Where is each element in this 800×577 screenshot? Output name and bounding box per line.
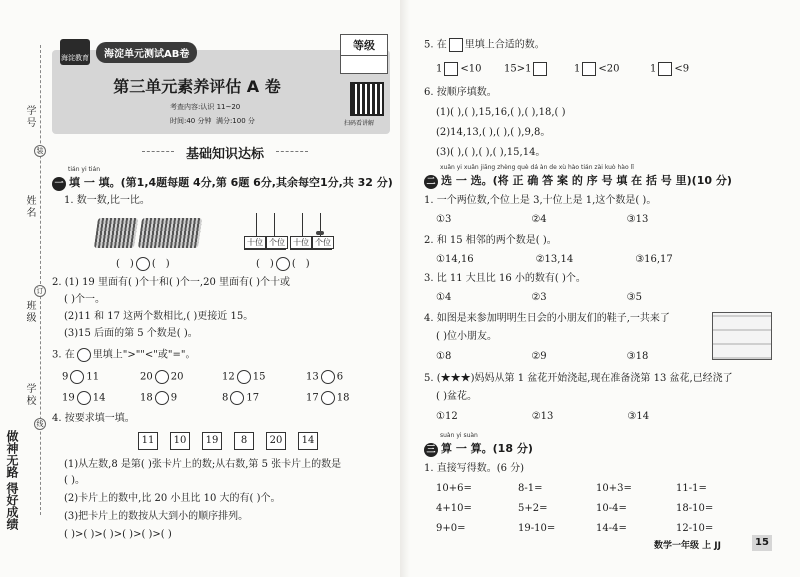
abacus-label-tens-2: 十位	[290, 236, 312, 249]
calc-item: 10-4=	[596, 503, 627, 514]
unit-title: 第三单元素养评估 A 卷	[113, 77, 281, 96]
q3-text: 3. 在 里填上">""<"或"="。	[52, 349, 196, 361]
calc-item: 9+0=	[436, 523, 466, 534]
q6-3-text: (3)( ),( ),( ),( ),15,14。	[436, 147, 546, 158]
answer-box[interactable]	[533, 62, 547, 76]
q4-3-text: (3)把卡片上的数按从大到小的顺序排列。	[64, 511, 249, 522]
part2-heading-text: 选 一 选。(将 正 确 答 案 的 序 号 填 在 括 号 里)(10 分)	[441, 174, 732, 187]
q2-2-text: (2)11 和 17 这两个数相比,( )更接近 15。	[64, 311, 254, 322]
answer-circle[interactable]	[237, 370, 251, 384]
page-number: 15	[752, 535, 772, 551]
compare-item: 8 17	[222, 392, 260, 404]
q6-2-text: (2)14,13,( ),( ),( ),9,8。	[436, 127, 551, 138]
calc-item: 10+6=	[436, 483, 472, 494]
p2-q4-text: 4. 如图是来参加明明生日会的小朋友们的鞋子,一共来了	[424, 313, 670, 324]
answer-circle[interactable]	[321, 370, 335, 384]
fill-item: 1 <10	[436, 63, 482, 75]
number-card: 8	[234, 432, 254, 450]
section-banner: 基础知识达标	[150, 143, 300, 162]
brand	[60, 38, 197, 66]
p2-q3-options: ①4 ②3 ③5	[436, 292, 642, 303]
calc-item: 8-1=	[518, 483, 543, 494]
q2-1-text: 2. (1) 19 里面有( )个十和( )个一,20 里面有( )个十或	[52, 277, 290, 288]
grade-box	[340, 34, 388, 74]
binding-circle-2: 订	[34, 285, 46, 297]
abacus-label-ones-1: 个位	[266, 236, 288, 249]
shoe-rack-image	[712, 312, 772, 360]
stick-bundle-3	[158, 218, 202, 248]
class-label: 班级	[24, 300, 35, 324]
score-text: 满分:100 分	[215, 117, 255, 125]
answer-circle[interactable]	[136, 257, 150, 271]
q4-3b-text: ( )>( )>( )>( )>( )>( )	[64, 529, 172, 540]
abacus-label-ones-2: 个位	[312, 236, 334, 249]
p2-q5-options: ①12 ②13 ③14	[436, 411, 650, 422]
p2-q2-text: 2. 和 15 相邻的两个数是( )。	[424, 235, 557, 246]
part3-pinyin: suàn yi suàn	[440, 432, 478, 439]
answer-circle[interactable]	[155, 370, 169, 384]
binding-circle-3: 线	[34, 418, 46, 430]
q2-3-text: (3)15 后面的第 5 个数是( )。	[64, 328, 198, 339]
compare-row-2: ( ) ( )	[256, 258, 310, 270]
answer-circle[interactable]	[70, 370, 84, 384]
brand-logo: 海淀教育	[60, 39, 90, 65]
abacus-bead	[316, 231, 324, 235]
compare-item: 20 20	[140, 371, 184, 383]
calc-item: 10+3=	[596, 483, 632, 494]
fill-item: 1 <9	[650, 63, 690, 75]
answer-circle[interactable]	[77, 391, 91, 405]
circle-symbol	[77, 348, 91, 362]
school-label: 学校	[24, 383, 35, 407]
p2-q5b-text: ( )盆花。	[436, 391, 477, 402]
q4-text: 4. 按要求填一填。	[52, 413, 135, 424]
binding-line	[40, 45, 41, 515]
binding-margin	[0, 0, 50, 577]
p2-q3-text: 3. 比 11 大且比 16 小的数有( )个。	[424, 273, 586, 284]
p2-q1-text: 1. 一个两位数,个位上是 3,十位上是 1,这个数是( )。	[424, 195, 657, 206]
number-card: 11	[138, 432, 158, 450]
part3-heading	[424, 440, 533, 457]
q4-1b-text: ( )。	[64, 475, 85, 486]
p2-q4-options: ①8 ②9 ③18	[436, 351, 649, 362]
p2-q2-options: ①14,16 ②13,14 ③16,17	[436, 254, 673, 265]
qr-label: 扫码看讲解	[344, 120, 375, 127]
q6-1-text: (1)( ),( ),15,16,( ),( ),18,( )	[436, 107, 566, 118]
q4-1-text: (1)从左数,8 是第( )张卡片上的数;从右数,第 5 张卡片上的数是	[64, 459, 342, 470]
p2-q5-text: 5. (★★★)妈妈从第 1 盆花开始浇起,现在准备浇第 13 盆花,已经浇了	[424, 373, 733, 384]
answer-circle[interactable]	[321, 391, 335, 405]
calc-item: 19-10=	[518, 523, 556, 534]
compare-item: 18 9	[140, 392, 178, 404]
q1-text: 1. 数一数,比一比。	[64, 195, 150, 206]
p2-q4b-text: ( )位小朋友。	[436, 331, 497, 342]
time-text: 时间:40 分钟	[170, 117, 212, 125]
square-symbol	[449, 38, 463, 52]
page-fold	[400, 0, 414, 577]
calc-item: 11-1=	[676, 483, 707, 494]
answer-box[interactable]	[582, 62, 596, 76]
calc-item: 18-10=	[676, 503, 714, 514]
slogan: 做神无路 得好成绩	[5, 430, 19, 531]
q6-text: 6. 按顺序填数。	[424, 87, 497, 98]
answer-box[interactable]	[658, 62, 672, 76]
name-label: 姓名	[24, 195, 35, 219]
answer-box[interactable]	[444, 62, 458, 76]
answer-circle[interactable]	[230, 391, 244, 405]
fill-item: 1 <20	[574, 63, 620, 75]
section-number-1: 一	[52, 177, 66, 191]
part1-pinyin: tián yi tián	[68, 166, 101, 173]
binding-circle-1: 装	[34, 145, 46, 157]
p2-q1-options: ①3 ②4 ③13	[436, 214, 649, 225]
content-scope: 考查内容:认识 11~20	[170, 103, 241, 111]
section-number-3: 三	[424, 443, 438, 457]
part1-heading-text: 填 一 填。(第1,4题每题 4分,第 6题 6分,其余每空1分,共 32 分)	[69, 176, 393, 189]
compare-row-1: ( ) ( )	[116, 258, 170, 270]
compare-item: 17 18	[306, 392, 350, 404]
brand-title: 海淀单元测试AB卷	[96, 42, 197, 63]
calc-item: 4+10=	[436, 503, 472, 514]
footer-label: 数学一年级 上 JJ	[654, 541, 721, 551]
answer-circle[interactable]	[155, 391, 169, 405]
p3-q1-text: 1. 直接写得数。(6 分)	[424, 463, 525, 474]
grade-divider	[341, 55, 387, 56]
q2-1b-text: ( )个一。	[64, 294, 105, 305]
compare-item: 19 14	[62, 392, 106, 404]
time-limit	[170, 116, 255, 126]
compare-item: 13 6	[306, 371, 344, 383]
abacus-label-tens-1: 十位	[244, 236, 266, 249]
part1-heading	[52, 174, 393, 191]
part2-pinyin: xuǎn yi xuǎn jiāng zhèng què dá àn de xù hào tián zài kuò hào lǐ	[440, 164, 634, 171]
number-card: 19	[202, 432, 222, 450]
calc-item: 14-4=	[596, 523, 627, 534]
section-number-2: 二	[424, 175, 438, 189]
compare-item: 12 15	[222, 371, 266, 383]
number-card: 14	[298, 432, 318, 450]
compare-item: 9 11	[62, 371, 100, 383]
calc-item: 12-10=	[676, 523, 714, 534]
grade-label: 等级	[353, 39, 375, 52]
calc-item: 5+2=	[518, 503, 548, 514]
number-card: 10	[170, 432, 190, 450]
student-id-label: 学号	[24, 105, 35, 129]
number-card: 20	[266, 432, 286, 450]
answer-circle[interactable]	[276, 257, 290, 271]
part2-heading	[424, 172, 732, 189]
q4-2-text: (2)卡片上的数中,比 20 小且比 10 大的有( )个。	[64, 493, 281, 504]
fill-item: 15>1	[504, 62, 549, 77]
part3-heading-text: 算 一 算。(18 分)	[441, 442, 533, 455]
qr-code	[350, 82, 384, 116]
q5-text: 5. 在 里填上合适的数。	[424, 39, 545, 51]
stick-bundle-1	[94, 218, 138, 248]
